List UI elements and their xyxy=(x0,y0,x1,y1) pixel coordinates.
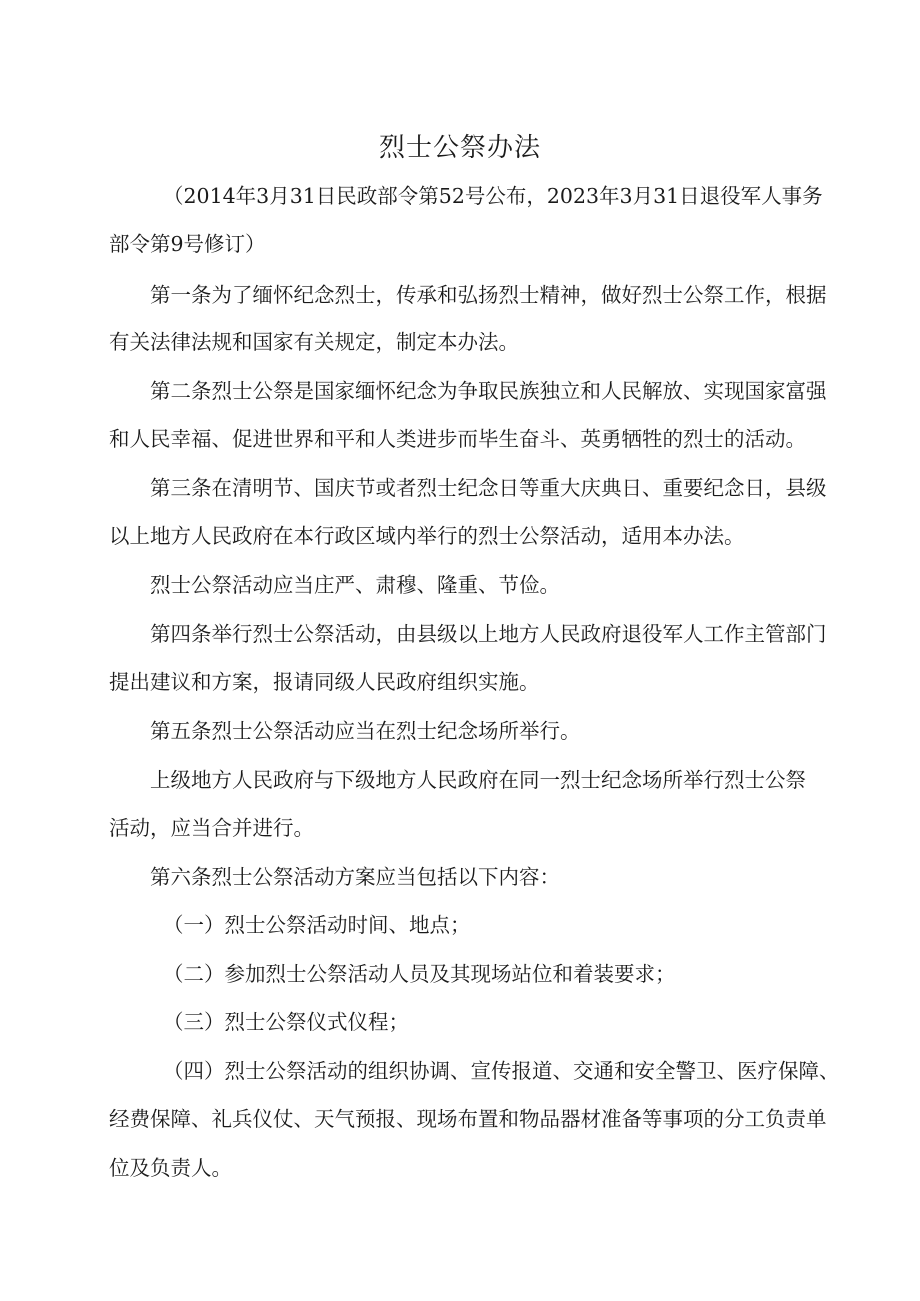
article-5-line: 第五条烈士公祭活动应当在烈士纪念场所举行。 xyxy=(150,719,581,743)
article-3-line: 第三条在清明节、国庆节或者烈士纪念日等重大庆典日、重要纪念日，县级 xyxy=(150,476,827,500)
document-title: 烈士公祭办法 xyxy=(378,133,541,163)
article-6-item-4-line: 位及负责人。 xyxy=(109,1156,232,1180)
article-6-line: 第六条烈士公祭活动方案应当包括以下内容： xyxy=(150,865,560,889)
article-6-item-2: （二）参加烈士公祭活动人员及其现场站位和着装要求； xyxy=(163,962,676,986)
article-3-line: 以上地方人民政府在本行政区域内举行的烈士公祭活动，适用本办法。 xyxy=(109,524,745,548)
article-6-item-1: （一）烈士公祭活动时间、地点； xyxy=(163,913,471,937)
article-2-line: 第二条烈士公祭是国家缅怀纪念为争取民族独立和人民解放、实现国家富强 xyxy=(150,379,827,403)
article-6-item-4-line: （四）烈士公祭活动的组织协调、宣传报道、交通和安全警卫、医疗保障、 xyxy=(163,1059,840,1083)
article-6-item-4-line: 经费保障、礼兵仪仗、天气预报、现场布置和物品器材准备等事项的分工负责单 xyxy=(109,1107,827,1131)
article-4-line: 第四条举行烈士公祭活动，由县级以上地方人民政府退役军人工作主管部门 xyxy=(150,622,827,646)
article-5-paragraph-2-line: 上级地方人民政府与下级地方人民政府在同一烈士纪念场所举行烈士公祭 xyxy=(150,768,806,792)
article-5-paragraph-2-line: 活动，应当合并进行。 xyxy=(109,816,314,840)
article-1-line: 第一条为了缅怀纪念烈士，传承和弘扬烈士精神，做好烈士公祭工作，根据 xyxy=(150,283,827,307)
article-4-line: 提出建议和方案，报请同级人民政府组织实施。 xyxy=(109,670,540,694)
article-2-line: 和人民幸福、促进世界和平和人类进步而毕生奋斗、英勇牺牲的烈士的活动。 xyxy=(109,427,806,451)
revision-note-line: 部令第9号修订） xyxy=(109,232,266,256)
revision-note-line: （2014年3月31日民政部令第52号公布，2023年3月31日退役军人事务 xyxy=(163,184,823,208)
article-1-line: 有关法律法规和国家有关规定，制定本办法。 xyxy=(109,330,519,354)
article-3-paragraph-2: 烈士公祭活动应当庄严、肃穆、隆重、节俭。 xyxy=(150,573,560,597)
article-6-item-3: （三）烈士公祭仪式仪程； xyxy=(163,1010,409,1034)
